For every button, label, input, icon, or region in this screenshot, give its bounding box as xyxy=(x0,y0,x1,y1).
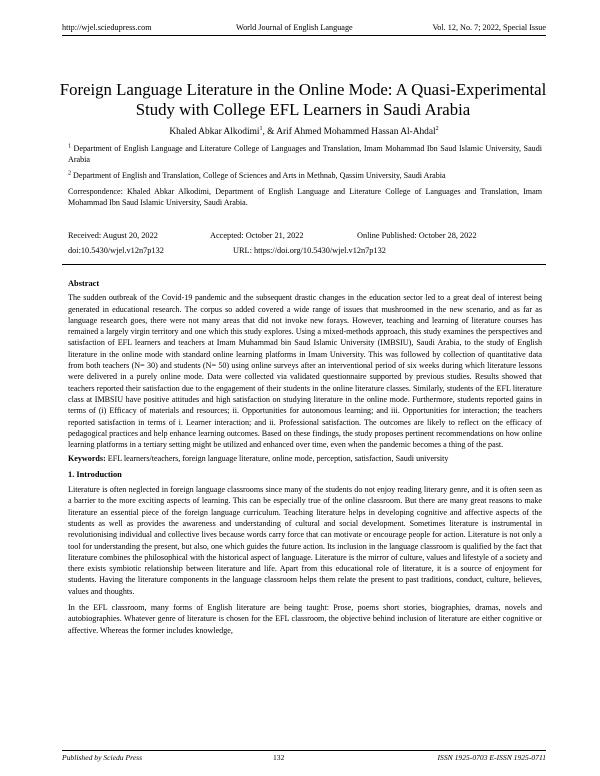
footer-rule xyxy=(62,750,546,751)
abstract-text: The sudden outbreak of the Covid-19 pandemic and the subsequent drastic changes in the education sector led to a great deal of interest being generated in educational research. The corpus so added covered a wide range of issues that mushroomed in the new scenario, and as far as language research goes, there were not many areas that did not invoke new forays. However, teaching and learning of literature courses has remained a largely virgin territory and one which this study explores. Using a mixed-methods approach, this study examines the perspectives and satisfaction of EFL learners and teachers at Imam Muhammad bin Saud Islamic University (IMBSIU), Saudi Arabia, to the study of English literature in the online mode with standard online learning platforms in Imam University. This was followed by collection of quantitative data from both teachers (N= 30) and students (N= 50) using online surveys after an interventional period of six weeks during which literature lessons were delivered in a purely online mode. Data were collected via validated questionnaire supported by previous studies. Results showed that teachers reported their satisfaction due to the engagement of their students in the online literature classes. Similarly, students of the EFL literature class at IMBSIU have positive attitudes and high satisfaction on studying literature in the online mode. Furthermore, students reported gains in terms of (i) Efficacy of materials and resources; ii. Opportunities for autonomous learning; and iii. Opportunities for interaction; the teachers reported satisfaction in terms of i. Learner interaction; and ii. Professional satisfaction. The outcomes are likely to reflect on the efficacy of pedagogical practices and help enhance learning outcomes. Based on these findings, the study proposes pertinent recommendations on how online learning platforms in a tertiary setting might be utilized and enhanced over time, even when the pandemic becomes a thing of the past. xyxy=(68,293,542,450)
author-1-affil: 1 xyxy=(259,125,263,132)
abstract-section xyxy=(68,278,542,636)
paper-title xyxy=(50,80,556,120)
affiliation-1-marker: 1 xyxy=(68,143,71,150)
page-number: 132 xyxy=(273,753,285,762)
affiliation-2 xyxy=(68,170,542,181)
accepted-date: Accepted: October 21, 2022 xyxy=(210,231,304,240)
affiliation-1-text: Department of English Language and Literature College of Languages and Translation, Imam Mohammad Ibn Saud Islamic University, Saudi Arabia xyxy=(68,144,542,165)
header-rule xyxy=(62,35,546,36)
published-date: Online Published: October 28, 2022 xyxy=(357,231,477,240)
keywords xyxy=(68,453,542,464)
author-1: Khaled Abkar Alkodimi xyxy=(169,127,260,137)
keywords-label: Keywords: xyxy=(68,454,106,464)
doi-url[interactable]: URL: https://doi.org/10.5430/wjel.v12n7p132 xyxy=(233,246,386,255)
volume-info: Vol. 12, No. 7; 2022, Special Issue xyxy=(432,23,546,32)
affiliation-2-marker: 2 xyxy=(68,170,71,177)
received-date: Received: August 20, 2022 xyxy=(68,231,158,240)
affiliation-2-text: Department of English and Translation, College of Sciences and Arts in Methnab, Qassim University, Saudi Arabia xyxy=(71,171,446,180)
author-2-affil: 2 xyxy=(435,125,439,132)
title-line-1: Foreign Language Literature in the Online Mode: A Quasi-Experimental xyxy=(59,80,547,99)
title-line-2: Study with College EFL Learners in Saudi Arabia xyxy=(135,100,471,119)
abstract-heading: Abstract xyxy=(68,279,100,288)
publisher: Published by Sciedu Press xyxy=(62,753,143,762)
doi[interactable]: doi:10.5430/wjel.v12n7p132 xyxy=(68,246,164,255)
keywords-text: EFL learners/teachers, foreign language literature, online mode, perception, satisfaction, Saudi university xyxy=(105,454,449,464)
intro-paragraph-1: Literature is often neglected in foreign language classrooms since many of the students do not enjoy reading literary genre, and it is often seen as a barrier to the more exciting aspects of learning. This can be especially true of the online classroom. But there are many great reasons to make literature an essential piece of the foreign language curriculum. Teaching literature helps in developing cognitive and affective aspects of the students as well as provides the awareness and understanding of cultural and social development. Sometimes literature is instrumental in revolutionising individual and collective lives because words carry force that can motivate or encourage people for action. Literature is not only a tool for understanding the present, but also, one which guides the future action. Its inclusion in the language classroom is qualified by the fact that literature combines the philosophical with the historical aspect of language. Literature is the mirror of culture, values and lifestyle of a society and there exists symbiotic relationship between literature and life. Apart from this educational role of literature, it is a source of enjoyment for students. Having the literature components in the language classroom helps them relate the present to past traditions, conduct, culture, believes, values and thoughts. xyxy=(68,485,542,596)
intro-paragraph-2: In the EFL classroom, many forms of English literature are being taught: Prose, poems short stories, biographies, dramas, novels and autobiographies. Whatever genre of literature is chosen for the EFL classroom, the objective behind inclusion of literature are either cognitive or affective. Whereas the former includes knowledge, xyxy=(68,603,542,635)
intro-heading: 1. Introduction xyxy=(68,469,122,479)
journal-name: World Journal of English Language xyxy=(236,23,353,32)
author-line xyxy=(62,126,546,138)
journal-url[interactable]: http://wjel.sciedupress.com xyxy=(62,23,152,32)
author-2: , & Arif Ahmed Mohammed Hassan Al-Ahdal xyxy=(262,127,436,137)
affiliation-1 xyxy=(68,143,542,166)
issn: ISSN 1925-0703 E-ISSN 1925-0711 xyxy=(437,753,546,762)
correspondence: Correspondence: Khaled Abkar Alkodimi, Department of English Language and Literature College of Languages and Translation, Imam Mohammad Ibn Saud Islamic University, Saudi Arabia. xyxy=(68,187,542,208)
meta-rule xyxy=(62,264,546,265)
